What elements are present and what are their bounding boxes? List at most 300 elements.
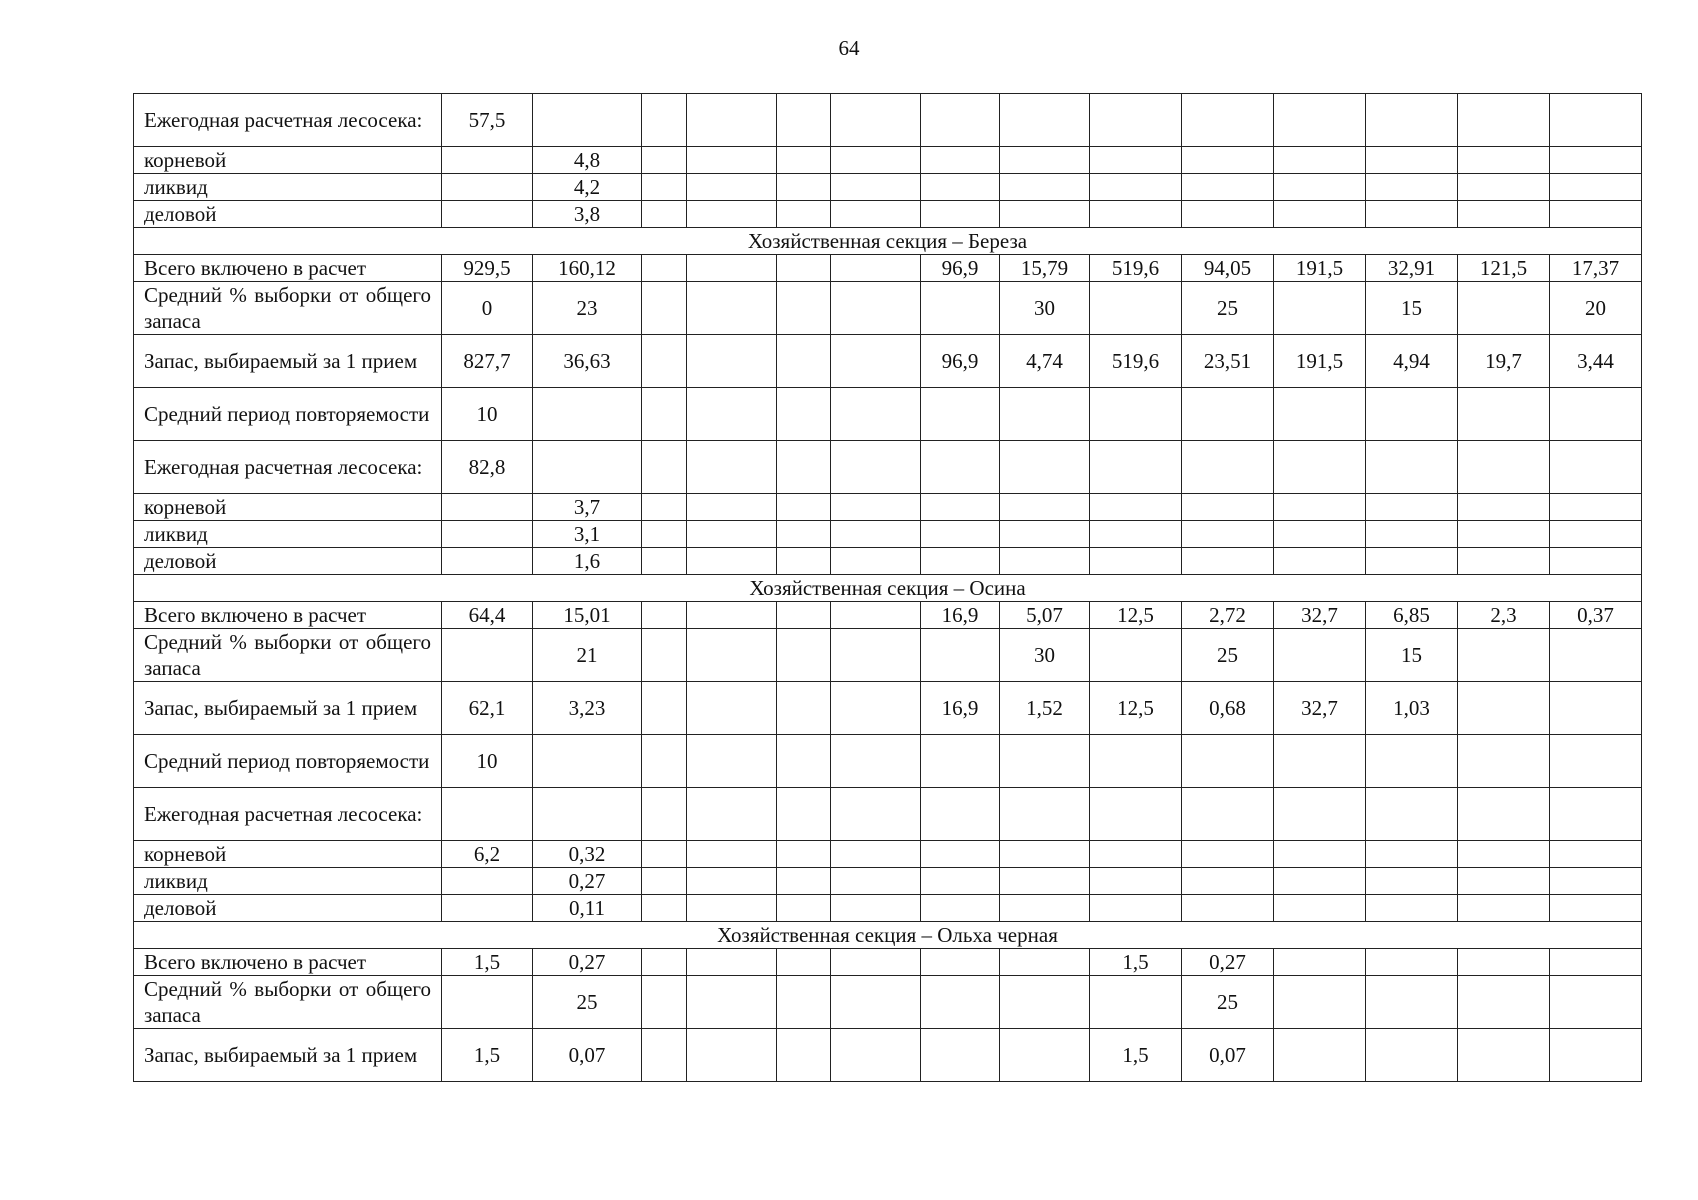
table-cell (777, 255, 831, 282)
table-cell (1090, 976, 1182, 1029)
table-cell (642, 976, 687, 1029)
table-row (134, 682, 1642, 735)
table-cell (1366, 949, 1458, 976)
table-cell (921, 788, 1000, 841)
table-cell: 25 (1182, 629, 1274, 682)
table-cell: 15 (1366, 629, 1458, 682)
table-cell (1182, 147, 1274, 174)
row-label: Средний % выборки от общего запаса (134, 629, 442, 682)
table-cell (1090, 521, 1182, 548)
table-cell: 23,51 (1182, 335, 1274, 388)
table-cell (1366, 174, 1458, 201)
table-cell (1274, 868, 1366, 895)
table-cell (831, 521, 921, 548)
table-cell (1090, 629, 1182, 682)
table-cell (1000, 201, 1090, 228)
table-cell (1550, 201, 1642, 228)
table-cell (1090, 895, 1182, 922)
table-cell (687, 201, 777, 228)
table-cell: 20 (1550, 282, 1642, 335)
table-cell: 0,37 (1550, 602, 1642, 629)
table-cell (642, 735, 687, 788)
table-cell (921, 949, 1000, 976)
table-cell: 1,5 (442, 1029, 533, 1082)
table-cell (1550, 735, 1642, 788)
table-cell (1000, 788, 1090, 841)
table-cell (1366, 388, 1458, 441)
table-cell (831, 682, 921, 735)
table-cell: 4,8 (533, 147, 642, 174)
table-cell (1000, 494, 1090, 521)
table-cell (921, 94, 1000, 147)
table-cell (1458, 976, 1550, 1029)
table-cell: 0 (442, 282, 533, 335)
table-cell: 15,79 (1000, 255, 1090, 282)
table-cell (1550, 388, 1642, 441)
table-row (134, 548, 1642, 575)
row-label: Средний период повторяемости (134, 388, 442, 441)
table-cell (1366, 441, 1458, 494)
table-cell (1366, 976, 1458, 1029)
table-cell (1182, 735, 1274, 788)
table-cell (1458, 788, 1550, 841)
table-cell (1366, 895, 1458, 922)
table-cell (921, 868, 1000, 895)
table-cell (1000, 521, 1090, 548)
row-label: Запас, выбираемый за 1 прием (134, 335, 442, 388)
table-cell (1274, 494, 1366, 521)
table-cell (921, 1029, 1000, 1082)
table-cell (831, 94, 921, 147)
table-cell (1090, 441, 1182, 494)
table-cell (1000, 1029, 1090, 1082)
table-cell (1366, 841, 1458, 868)
table-cell (831, 441, 921, 494)
table-cell (1366, 1029, 1458, 1082)
table-cell: 36,63 (533, 335, 642, 388)
table-cell (1550, 1029, 1642, 1082)
table-cell (777, 868, 831, 895)
table-cell (687, 441, 777, 494)
table-cell (642, 201, 687, 228)
table-cell: 25 (1182, 282, 1274, 335)
table-cell (1458, 494, 1550, 521)
table-cell: 32,7 (1274, 602, 1366, 629)
table-cell (533, 94, 642, 147)
table-cell: 30 (1000, 629, 1090, 682)
table-cell: 1,52 (1000, 682, 1090, 735)
table-cell (831, 1029, 921, 1082)
table-cell: 1,5 (1090, 949, 1182, 976)
table-cell: 21 (533, 629, 642, 682)
table-cell (1366, 201, 1458, 228)
table-cell: 3,23 (533, 682, 642, 735)
table-cell (1550, 441, 1642, 494)
table-cell (1000, 949, 1090, 976)
table-cell (642, 629, 687, 682)
table-cell (1550, 841, 1642, 868)
table-cell (533, 788, 642, 841)
table-row (134, 201, 1642, 228)
table-cell (831, 949, 921, 976)
table-cell (642, 94, 687, 147)
table-cell: 191,5 (1274, 335, 1366, 388)
table-cell (831, 895, 921, 922)
table-cell: 1,6 (533, 548, 642, 575)
table-cell (1274, 521, 1366, 548)
table-row (134, 949, 1642, 976)
table-cell (1366, 494, 1458, 521)
table-cell (921, 735, 1000, 788)
table-cell (831, 388, 921, 441)
table-cell: 3,1 (533, 521, 642, 548)
table-cell (777, 602, 831, 629)
table-cell (442, 548, 533, 575)
table-cell (777, 1029, 831, 1082)
row-label: деловой (134, 548, 442, 575)
table-cell (1550, 174, 1642, 201)
table-cell: 6,2 (442, 841, 533, 868)
table-cell (777, 735, 831, 788)
table-cell: 519,6 (1090, 335, 1182, 388)
table-cell (1550, 147, 1642, 174)
table-cell (533, 388, 642, 441)
table-cell (687, 895, 777, 922)
table-cell (777, 895, 831, 922)
table-cell (642, 895, 687, 922)
table-cell (687, 735, 777, 788)
section-header-row (134, 228, 1642, 255)
table-cell: 0,27 (533, 949, 642, 976)
table-cell (1458, 147, 1550, 174)
table-cell (1182, 94, 1274, 147)
table-cell (1550, 521, 1642, 548)
table-cell: 12,5 (1090, 682, 1182, 735)
table-cell (777, 521, 831, 548)
table-cell (1458, 521, 1550, 548)
table-cell: 96,9 (921, 335, 1000, 388)
row-label: Средний % выборки от общего запаса (134, 282, 442, 335)
table-cell (1000, 174, 1090, 201)
row-label: Всего включено в расчет (134, 255, 442, 282)
table-cell (1000, 147, 1090, 174)
section-title: Хозяйственная секция – Береза (134, 228, 1642, 255)
table-row (134, 629, 1642, 682)
table-cell (1090, 548, 1182, 575)
row-label: ликвид (134, 174, 442, 201)
table-cell (1274, 147, 1366, 174)
table-cell (442, 521, 533, 548)
row-label: Ежегодная расчетная лесосека: (134, 788, 442, 841)
table-cell (1458, 949, 1550, 976)
table-cell (1458, 282, 1550, 335)
table-cell (1274, 949, 1366, 976)
table-cell (1090, 788, 1182, 841)
table-cell (777, 788, 831, 841)
table-cell (687, 147, 777, 174)
table-cell (1182, 441, 1274, 494)
table-row (134, 147, 1642, 174)
table-cell (687, 976, 777, 1029)
table-cell (442, 868, 533, 895)
table-cell (1274, 895, 1366, 922)
table-cell (1090, 147, 1182, 174)
table-cell (831, 174, 921, 201)
table-row (134, 735, 1642, 788)
table-row (134, 335, 1642, 388)
table-cell: 3,7 (533, 494, 642, 521)
table-cell (777, 174, 831, 201)
table-cell (777, 682, 831, 735)
table-cell (687, 335, 777, 388)
table-row (134, 255, 1642, 282)
section-title: Хозяйственная секция – Осина (134, 575, 1642, 602)
table-row (134, 388, 1642, 441)
table-cell (442, 629, 533, 682)
table-cell (1000, 895, 1090, 922)
table-cell: 2,72 (1182, 602, 1274, 629)
table-cell (642, 147, 687, 174)
table-cell (1000, 735, 1090, 788)
table-row (134, 441, 1642, 494)
table-cell (1550, 788, 1642, 841)
table-cell: 0,07 (533, 1029, 642, 1082)
table-cell (1000, 441, 1090, 494)
table-cell (831, 841, 921, 868)
table-cell (1090, 868, 1182, 895)
table-cell (1366, 788, 1458, 841)
table-cell (642, 548, 687, 575)
table-cell: 5,07 (1000, 602, 1090, 629)
row-label: Ежегодная расчетная лесосека: (134, 94, 442, 147)
table-cell (642, 841, 687, 868)
table-cell: 1,5 (442, 949, 533, 976)
table-cell (1550, 494, 1642, 521)
table-cell (831, 602, 921, 629)
table-row (134, 841, 1642, 868)
table-cell: 4,2 (533, 174, 642, 201)
table-cell (921, 521, 1000, 548)
table-cell: 94,05 (1182, 255, 1274, 282)
section-title: Хозяйственная секция – Ольха черная (134, 922, 1642, 949)
row-label: Ежегодная расчетная лесосека: (134, 441, 442, 494)
table-cell (642, 388, 687, 441)
table-cell (1550, 949, 1642, 976)
table-cell (1458, 388, 1550, 441)
table-cell: 2,3 (1458, 602, 1550, 629)
table-cell (1000, 976, 1090, 1029)
table-cell (831, 147, 921, 174)
table-cell (777, 976, 831, 1029)
table-row (134, 282, 1642, 335)
table-cell (1000, 841, 1090, 868)
table-cell (687, 388, 777, 441)
table-cell (1090, 94, 1182, 147)
table-cell (777, 147, 831, 174)
table-cell (777, 841, 831, 868)
table-cell (921, 629, 1000, 682)
table-cell (642, 441, 687, 494)
table-cell (1550, 895, 1642, 922)
table-cell (1458, 201, 1550, 228)
table-cell (921, 548, 1000, 575)
table-cell (1366, 147, 1458, 174)
table-cell (1274, 174, 1366, 201)
table-cell (1550, 682, 1642, 735)
row-label: деловой (134, 895, 442, 922)
table-cell (442, 895, 533, 922)
table-body (134, 94, 1642, 1082)
row-label: Средний % выборки от общего запаса (134, 976, 442, 1029)
table-cell (533, 735, 642, 788)
table-cell (831, 868, 921, 895)
table-cell (831, 788, 921, 841)
table-cell (642, 949, 687, 976)
table-cell: 3,44 (1550, 335, 1642, 388)
table-cell: 4,74 (1000, 335, 1090, 388)
section-header-row (134, 575, 1642, 602)
table-cell: 0,11 (533, 895, 642, 922)
table-cell (777, 335, 831, 388)
table-cell (687, 841, 777, 868)
table-cell (1182, 201, 1274, 228)
table-cell: 3,8 (533, 201, 642, 228)
table-cell (1550, 94, 1642, 147)
table-cell (687, 174, 777, 201)
table-cell (1274, 548, 1366, 575)
table-cell: 15,01 (533, 602, 642, 629)
table-row (134, 94, 1642, 147)
table-cell: 0,07 (1182, 1029, 1274, 1082)
table-cell: 62,1 (442, 682, 533, 735)
table-cell: 17,37 (1550, 255, 1642, 282)
table-cell: 25 (533, 976, 642, 1029)
page-number: 64 (838, 36, 860, 60)
table-cell (1366, 735, 1458, 788)
table-cell: 519,6 (1090, 255, 1182, 282)
table-cell (1550, 629, 1642, 682)
table-cell (1458, 441, 1550, 494)
table-cell (642, 255, 687, 282)
table-cell (1182, 521, 1274, 548)
table-cell: 10 (442, 388, 533, 441)
table-cell (921, 441, 1000, 494)
table-cell (1274, 735, 1366, 788)
table-cell (1458, 94, 1550, 147)
row-label: Средний период повторяемости (134, 735, 442, 788)
table-cell (1182, 788, 1274, 841)
table-cell: 15 (1366, 282, 1458, 335)
row-label: корневой (134, 494, 442, 521)
row-label: ликвид (134, 521, 442, 548)
table-cell (1090, 174, 1182, 201)
table-cell (1000, 868, 1090, 895)
table-cell (1458, 629, 1550, 682)
table-cell: 16,9 (921, 602, 1000, 629)
table-cell: 827,7 (442, 335, 533, 388)
table-cell (1090, 201, 1182, 228)
table-row (134, 868, 1642, 895)
table-cell: 0,32 (533, 841, 642, 868)
table-cell (831, 255, 921, 282)
table-cell (1550, 976, 1642, 1029)
table-cell (1550, 868, 1642, 895)
table-cell: 10 (442, 735, 533, 788)
table-cell (1274, 976, 1366, 1029)
table-cell (533, 441, 642, 494)
table-cell: 160,12 (533, 255, 642, 282)
table-row (134, 602, 1642, 629)
table-row (134, 1029, 1642, 1082)
table-cell (1458, 682, 1550, 735)
table-cell (687, 949, 777, 976)
table-row (134, 788, 1642, 841)
table-cell (777, 388, 831, 441)
table-cell (642, 788, 687, 841)
table-cell (1458, 548, 1550, 575)
table-cell: 57,5 (442, 94, 533, 147)
table-cell (1090, 735, 1182, 788)
table-cell (642, 1029, 687, 1082)
table-cell (642, 174, 687, 201)
row-label: корневой (134, 841, 442, 868)
table-cell (831, 494, 921, 521)
table-cell (1000, 388, 1090, 441)
table-cell (1090, 841, 1182, 868)
table-cell (1458, 895, 1550, 922)
table-cell (1274, 94, 1366, 147)
table-cell: 0,27 (533, 868, 642, 895)
table-cell (921, 494, 1000, 521)
table-cell: 121,5 (1458, 255, 1550, 282)
table-cell: 929,5 (442, 255, 533, 282)
table-cell (442, 494, 533, 521)
table-cell (831, 629, 921, 682)
table-cell (442, 976, 533, 1029)
table-cell: 1,03 (1366, 682, 1458, 735)
table-cell: 6,85 (1366, 602, 1458, 629)
table-cell: 32,91 (1366, 255, 1458, 282)
table-cell (642, 494, 687, 521)
table-cell (777, 441, 831, 494)
table-cell (1182, 388, 1274, 441)
table-cell (921, 976, 1000, 1029)
table-cell (1458, 174, 1550, 201)
table-cell (1366, 94, 1458, 147)
table-cell (687, 255, 777, 282)
table-cell (687, 282, 777, 335)
row-label: Всего включено в расчет (134, 949, 442, 976)
section-header-row (134, 922, 1642, 949)
table-cell (1000, 94, 1090, 147)
table-cell (687, 868, 777, 895)
table-cell (1458, 868, 1550, 895)
table-cell: 0,27 (1182, 949, 1274, 976)
table-cell (1182, 895, 1274, 922)
table-cell (831, 548, 921, 575)
table-cell (1366, 868, 1458, 895)
table-cell: 23 (533, 282, 642, 335)
table-cell (687, 682, 777, 735)
table-cell: 4,94 (1366, 335, 1458, 388)
row-label: корневой (134, 147, 442, 174)
table-cell (1458, 735, 1550, 788)
table-cell: 12,5 (1090, 602, 1182, 629)
table-row (134, 521, 1642, 548)
table-cell (442, 201, 533, 228)
table-cell: 191,5 (1274, 255, 1366, 282)
table-row (134, 895, 1642, 922)
